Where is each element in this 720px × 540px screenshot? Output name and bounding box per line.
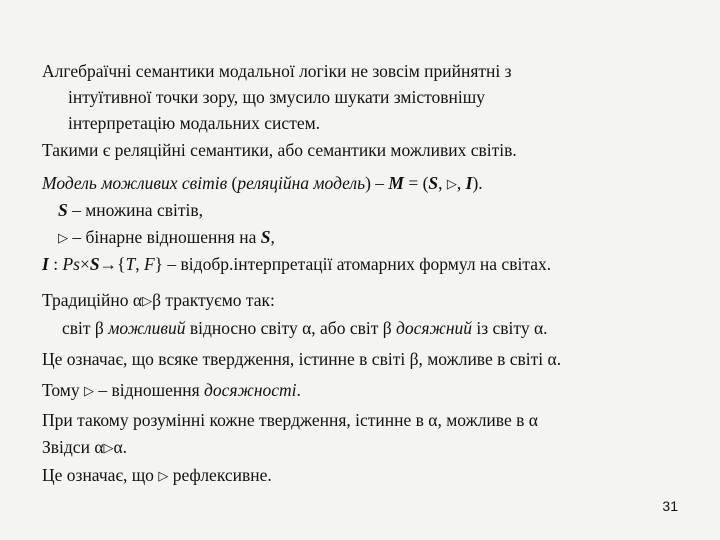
therefore-pre: Тому xyxy=(42,380,84,400)
page-number: 31 xyxy=(662,498,678,514)
alpha-symbol: α xyxy=(132,290,143,310)
alpha-symbol: α xyxy=(528,410,538,430)
paragraph-1-line-1: Алгебраїчні семантики модальної логіки не зовсім прийнятні з xyxy=(42,61,512,81)
model-comma-2: , xyxy=(456,173,466,193)
interpretation-line xyxy=(42,253,551,275)
i-comma: , xyxy=(135,254,144,274)
ps-symbol: Ps xyxy=(62,254,80,274)
understanding-line xyxy=(42,409,538,431)
f-symbol: F xyxy=(143,254,155,274)
therefore-dash: – xyxy=(94,380,112,400)
paragraph-1-line-3: інтерпретацію модальних систем. xyxy=(68,113,321,133)
model-s-symbol: S xyxy=(428,173,439,193)
relation-triangle-icon: ▷ xyxy=(446,176,457,191)
means2-post: рефлексивне. xyxy=(168,465,272,485)
model-paren-open: ( xyxy=(227,173,238,193)
alpha-symbol: α xyxy=(113,437,123,457)
beta-symbol: β xyxy=(409,349,419,369)
world-or: , або світ xyxy=(311,318,383,338)
relation-triangle-icon: ▷ xyxy=(84,383,94,398)
traditional-pre: Традиційно xyxy=(42,290,133,310)
paragraph-1-line-2: інтуїтивної точки зору, що змусило шукати змістовнішу xyxy=(68,87,485,107)
means1-end: . xyxy=(556,349,562,369)
t-symbol: T xyxy=(125,254,136,274)
world-line xyxy=(62,317,548,339)
alpha-symbol: α xyxy=(94,437,104,457)
model-term-2: реляційна модель xyxy=(237,173,366,193)
relation-end: , xyxy=(270,227,275,247)
s-definition-text: – множина світів, xyxy=(67,200,203,220)
model-term: Модель можливих світів xyxy=(42,173,228,193)
world-end: . xyxy=(543,318,548,338)
s-symbol: S xyxy=(260,227,271,247)
means1-mid: , можливе в світі xyxy=(418,349,548,369)
alpha-symbol: α xyxy=(547,349,557,369)
s-symbol: S xyxy=(58,200,68,220)
world-pre: світ xyxy=(62,318,95,338)
hence-end: . xyxy=(122,437,128,457)
model-definition-line xyxy=(42,172,483,195)
arrow-symbol: →{ xyxy=(99,254,126,274)
means2-pre: Це означає, що xyxy=(42,465,159,485)
means-line-2 xyxy=(42,464,272,487)
model-i-symbol: I xyxy=(465,173,473,193)
paragraph-2: Такими є реляційні семантики, або семантики можливих світів. xyxy=(42,140,517,160)
relation-triangle-icon: ▷ xyxy=(158,468,169,483)
relation-triangle-icon: ▷ xyxy=(58,230,68,245)
therefore-line xyxy=(42,379,301,402)
relation-definition-line xyxy=(58,226,275,249)
model-paren-close: ) – xyxy=(365,173,389,193)
possible-term: можливий xyxy=(103,318,186,338)
alpha-symbol: α xyxy=(302,318,312,338)
traditional-post: трактуємо так: xyxy=(160,290,275,310)
times-symbol: × xyxy=(79,254,90,274)
model-close: ). xyxy=(472,173,483,193)
interpretation-text: } – відобр.інтерпретації атомарних формул на світах. xyxy=(154,254,552,274)
traditional-line xyxy=(42,289,275,312)
relation-triangle-icon: ▷ xyxy=(103,440,114,455)
reachable-term: досяжний xyxy=(391,318,472,338)
model-comma-1: , xyxy=(438,173,447,193)
model-eq-open: = ( xyxy=(403,173,429,193)
s-definition-line xyxy=(58,199,203,221)
s-symbol: S xyxy=(89,254,100,274)
means1-pre: Це означає, що всяке твердження, істинне в світі xyxy=(42,349,410,369)
beta-symbol: β xyxy=(94,318,104,338)
alpha-symbol: α xyxy=(428,410,438,430)
i-symbol: I xyxy=(42,254,49,274)
relation-triangle-icon: ▷ xyxy=(142,293,153,308)
hence-pre: Звідси xyxy=(42,437,95,457)
alpha-symbol: α xyxy=(533,318,544,338)
therefore-rel: відношення xyxy=(111,380,205,400)
i-colon: : xyxy=(48,254,63,274)
under-pre: При такому розумінні кожне твердження, істинне в xyxy=(42,410,429,430)
beta-symbol: β xyxy=(382,318,392,338)
therefore-end: . xyxy=(296,380,301,400)
means-line-1 xyxy=(42,348,561,370)
world-from: із світу xyxy=(472,318,534,338)
beta-symbol: β xyxy=(152,290,161,310)
hence-line xyxy=(42,436,127,459)
model-m-symbol: M xyxy=(388,173,404,193)
world-mid: відносно світу xyxy=(185,318,303,338)
reachability-term: досяжності xyxy=(204,380,297,400)
relation-definition-text: – бінарне відношення на xyxy=(68,227,261,247)
under-mid: , можливе в xyxy=(437,410,529,430)
